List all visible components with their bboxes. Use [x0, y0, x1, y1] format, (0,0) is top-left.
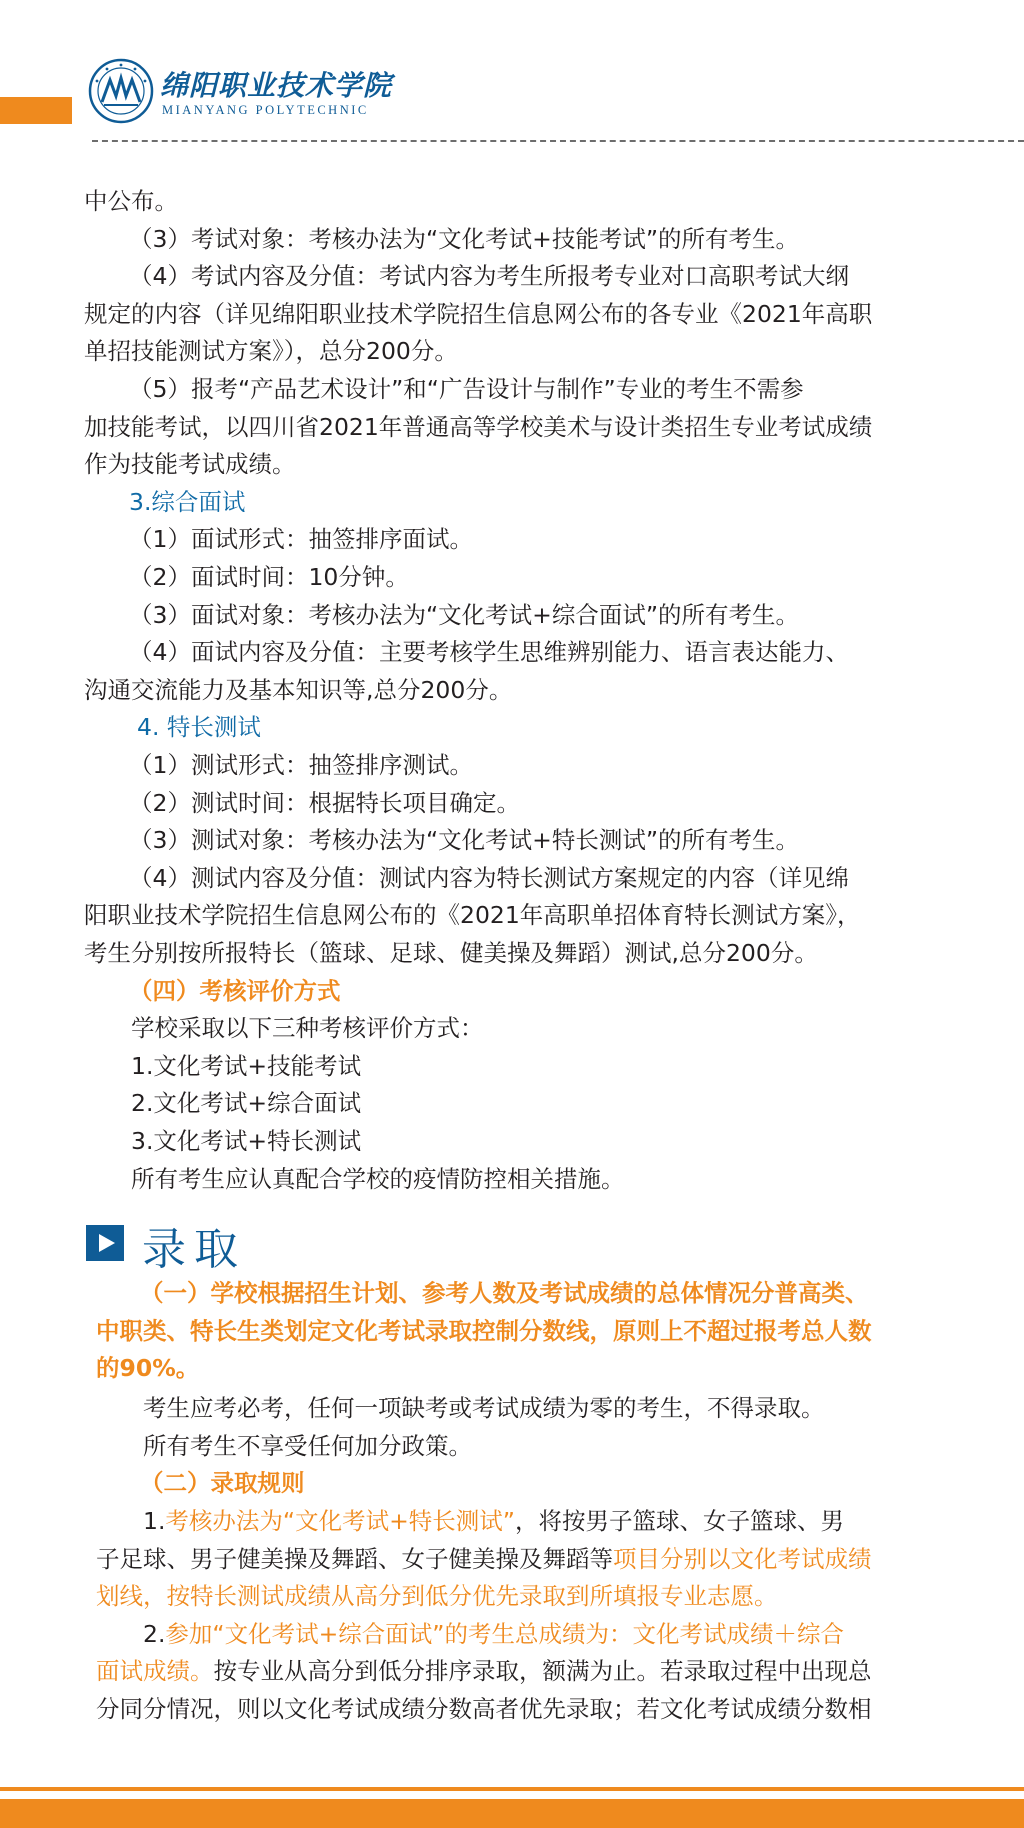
paragraph-line: （5）报考“产品艺术设计”和“广告设计与制作”专业的考生不需参 [129, 375, 804, 403]
subheading-admission-rules: （二）录取规则 [140, 1469, 305, 1497]
paragraph-line: 划线，按特长测试成绩从高分到低分优先录取到所填报专业志愿。 [96, 1582, 778, 1610]
paragraph-line: 所有考生应认真配合学校的疫情防控相关措施。 [131, 1165, 625, 1193]
paragraph-line: 单招技能测试方案》），总分200分。 [84, 337, 458, 365]
paragraph-line: （1）测试形式：抽签排序测试。 [129, 751, 473, 779]
paragraph-line: 规定的内容（详见绵阳职业技术学院招生信息网公布的各专业《2021年高职 [84, 300, 873, 328]
paragraph-line: 加技能考试，以四川省2021年普通高等学校美术与设计类招生专业考试成绩 [84, 413, 873, 441]
page-header [0, 0, 1024, 150]
plain-text: 子足球、男子健美操及舞蹈、女子健美操及舞蹈等 [96, 1545, 613, 1573]
paragraph-line: 所有考生不享受任何加分政策。 [143, 1432, 472, 1460]
paragraph-line [96, 1653, 872, 1689]
paragraph-line: （3）考试对象：考核办法为“文化考试+技能考试”的所有考生。 [129, 225, 799, 253]
paragraph-line: 作为技能考试成绩。 [84, 450, 296, 478]
paragraph-line: （2）测试时间：根据特长项目确定。 [129, 789, 520, 817]
list-item: 3.文化考试+特长测试 [131, 1127, 362, 1155]
paragraph-line: （3）测试对象：考核办法为“文化考试+特长测试”的所有考生。 [129, 826, 799, 854]
subheading-interview: 3.综合面试 [129, 488, 246, 516]
list-item: 2.文化考试+综合面试 [131, 1089, 362, 1117]
list-item: 1.文化考试+技能考试 [131, 1052, 362, 1080]
highlight-text: 面试成绩。 [96, 1657, 214, 1685]
highlight-text: 参加“文化考试+综合面试”的考生总成绩为：文化考试成绩＋综合 [165, 1620, 844, 1648]
subheading-talent-test: 4. 特长测试 [137, 713, 261, 741]
paragraph-line: 学校采取以下三种考核评价方式： [131, 1014, 484, 1042]
paragraph-line: 分同分情况，则以文化考试成绩分数高者优先录取；若文化考试成绩分数相 [96, 1695, 872, 1723]
paragraph-line [143, 1616, 844, 1652]
paragraph-line: 中公布。 [84, 187, 178, 215]
footer-thick-bar [0, 1799, 1024, 1828]
highlight-text: 考核办法为“文化考试+特长测试” [165, 1507, 515, 1535]
header-dashed-divider [92, 140, 1024, 142]
header-orange-tab [0, 97, 72, 124]
plain-text: 按专业从高分到低分排序录取，额满为止。若录取过程中出现总 [213, 1657, 872, 1685]
rule-number: 2. [143, 1620, 166, 1648]
admission-line: 的90%。 [96, 1354, 200, 1382]
paragraph-line: （3）面试对象：考核办法为“文化考试+综合面试”的所有考生。 [129, 601, 799, 629]
admission-line: （一）学校根据招生计划、参考人数及考试成绩的总体情况分普高类、 [140, 1279, 869, 1307]
admission-line: 中职类、特长生类划定文化考试录取控制分数线，原则上不超过报考总人数 [96, 1317, 872, 1345]
school-name-cn: 绵阳职业技术学院 [160, 69, 393, 102]
paragraph-line: （4）测试内容及分值：测试内容为特长测试方案规定的内容（详见绵 [129, 864, 849, 892]
paragraph-line: 考生应考必考，任何一项缺考或考试成绩为零的考生，不得录取。 [143, 1394, 825, 1422]
school-name-en: MIANYANG POLYTECHNIC [162, 103, 369, 117]
rule-number: 1. [143, 1507, 166, 1535]
school-logo-icon [88, 58, 154, 124]
paragraph-line: （2）面试时间：10分钟。 [129, 563, 409, 591]
highlight-text: 项目分别以文化考试成绩 [613, 1545, 872, 1573]
footer-thin-bar [0, 1787, 1024, 1791]
paragraph-line: 沟通交流能力及基本知识等,总分200分。 [84, 676, 513, 704]
plain-text: ，将按男子篮球、女子篮球、男 [514, 1507, 844, 1535]
paragraph-line [143, 1503, 844, 1539]
subheading-evaluation: （四）考核评价方式 [129, 977, 341, 1005]
paragraph-line: 阳职业技术学院招生信息网公布的《2021年高职单招体育特长测试方案》， [84, 901, 861, 929]
paragraph-line [96, 1541, 872, 1577]
paragraph-line: （1）面试形式：抽签排序面试。 [129, 525, 473, 553]
paragraph-line: 考生分别按所报特长（篮球、足球、健美操及舞蹈）测试,总分200分。 [84, 939, 818, 967]
paragraph-line: （4）面试内容及分值：主要考核学生思维辨别能力、语言表达能力、 [129, 638, 849, 666]
play-marker-icon [86, 1225, 124, 1261]
section-heading-text: 录取 [142, 1224, 246, 1275]
paragraph-line: （4）考试内容及分值：考试内容为考生所报考专业对口高职考试大纲 [129, 262, 849, 290]
